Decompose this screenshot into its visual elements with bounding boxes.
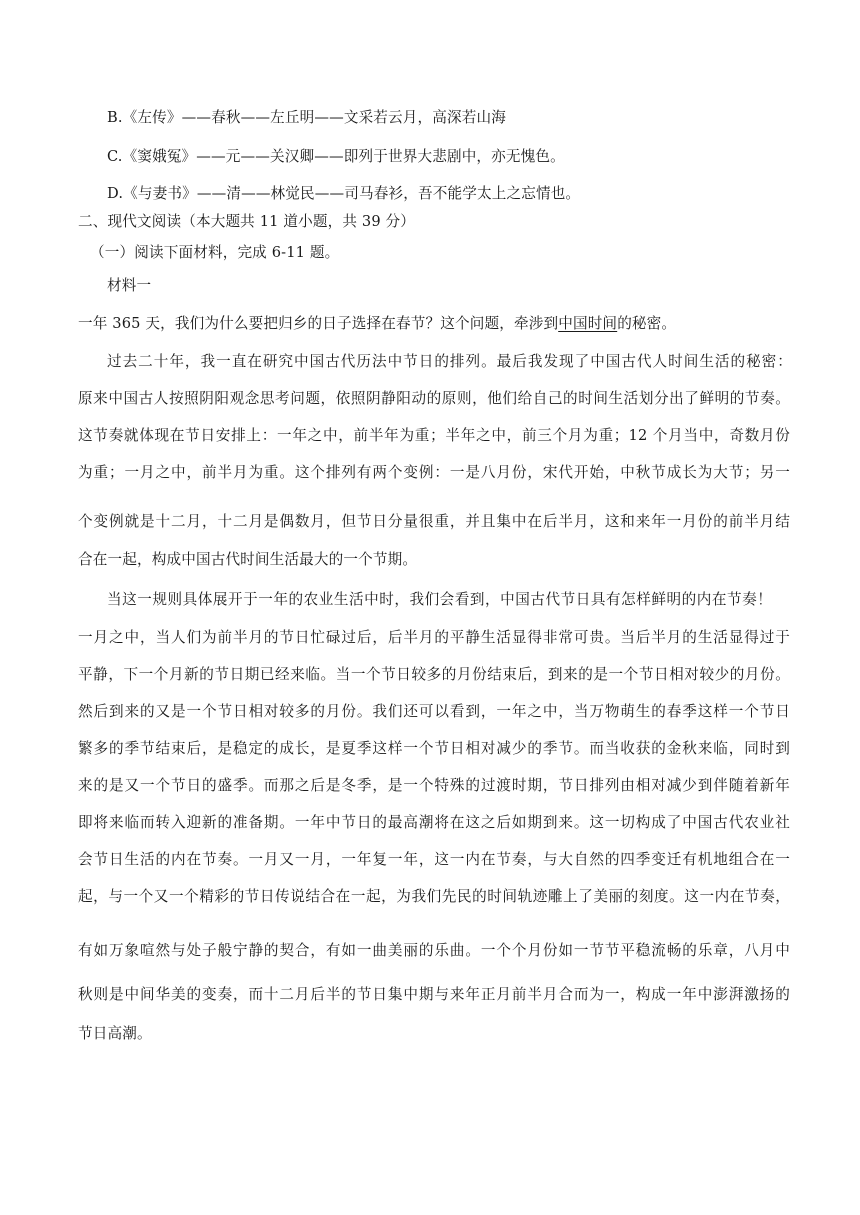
para2-line: 个变例就是十二月，十二月是偶数月，但节日分量很重，并且集中在后半月，这和来年一月份的前半月结 bbox=[78, 513, 790, 530]
section-heading: 二、现代文阅读（本大题共 11 道小题，共 39 分） bbox=[78, 213, 416, 230]
para1-before: 一年 365 天，我们为什么要把归乡的日子选择在春节？这个问题，牵涉到 bbox=[78, 315, 559, 332]
para3-line: 当这一规则具体展开于一年的农业生活中时，我们会看到，中国古代节日具有怎样鲜明的内在节奏！ bbox=[107, 591, 772, 608]
sub-heading: （一）阅读下面材料，完成 6-11 题。 bbox=[90, 244, 340, 261]
option-b: B.《左传》——春秋——左丘明——文采若云月，高深若山海 bbox=[107, 109, 507, 126]
option-c: C.《窦娥冤》——元——关汉卿——即列于世界大悲剧中，亦无愧色。 bbox=[107, 148, 565, 165]
option-d: D.《与妻书》——清——林觉民——司马春衫，吾不能学太上之忘情也。 bbox=[107, 185, 581, 202]
para2-line: 合在一起，构成中国古代时间生活最大的一个节期。 bbox=[78, 551, 418, 568]
para3-line: 秋则是中间华美的变奏，而十二月后半的节日集中期与来年正月前半月合而为一，构成一年中澎湃激扬的 bbox=[78, 986, 790, 1003]
underlined-term: 中国时间 bbox=[558, 315, 618, 332]
para3-line: 会节日生活的内在节奏。一月又一月，一年复一年，这一内在节奏，与大自然的四季变迁有机地组合在一 bbox=[78, 851, 790, 868]
para3-line: 然后到来的又是一个节日相对较多的月份。我们还可以看到，一年之中，当万物萌生的春季这样一个节日 bbox=[78, 703, 790, 720]
para2-line: 这节奏就体现在节日安排上：一年之中，前半年为重；半年之中，前三个月为重；12 个月当中，奇数月份 bbox=[78, 427, 790, 444]
para3-line: 有如万象喧然与处子般宁静的契合，有如一曲美丽的乐曲。一个个月份如一节节平稳流畅的乐章，八月中 bbox=[78, 942, 790, 959]
para2-line: 为重；一月之中，前半月为重。这个排列有两个变例：一是八月份，宋代开始，中秋节成长为大节；另一 bbox=[78, 464, 790, 481]
para2-line: 过去二十年，我一直在研究中国古代历法中节日的排列。最后我发现了中国古代人时间生活的秘密： bbox=[107, 353, 792, 370]
para2-line: 原来中国古人按照阴阳观念思考问题，依照阴静阳动的原则，他们给自己的时间生活划分出了鲜明的节奏。 bbox=[78, 390, 790, 407]
para3-line: 起，与一个又一个精彩的节日传说结合在一起，为我们先民的时间轨迹雕上了美丽的刻度。这一内在节奏， bbox=[78, 888, 790, 905]
para3-line: 平静，下一个月新的节日期已经来临。当一个节日较多的月份结束后，到来的是一个节日相对较少的月份。 bbox=[78, 666, 790, 683]
material-label: 材料一 bbox=[107, 277, 152, 294]
para1-after: 的秘密。 bbox=[617, 315, 677, 332]
para3-line: 来的是又一个节日的盛季。而那之后是冬季，是一个特殊的过渡时期，节日排列由相对减少到伴随着新年 bbox=[78, 777, 790, 794]
para3-line: 节日高潮。 bbox=[78, 1025, 152, 1042]
para3-line: 一月之中，当人们为前半月的节日忙碌过后，后半月的平静生活显得非常可贵。当后半月的生活显得过于 bbox=[78, 629, 790, 646]
para3-line: 即将来临而转入迎新的准备期。一年中节日的最高潮将在这之后如期到来。这一切构成了中国古代农业社 bbox=[78, 814, 790, 831]
paragraph-1 bbox=[78, 314, 790, 334]
para3-line: 繁多的季节结束后，是稳定的成长，是夏季这样一个节日相对减少的季节。而当收获的金秋来临，同时到 bbox=[78, 740, 790, 757]
